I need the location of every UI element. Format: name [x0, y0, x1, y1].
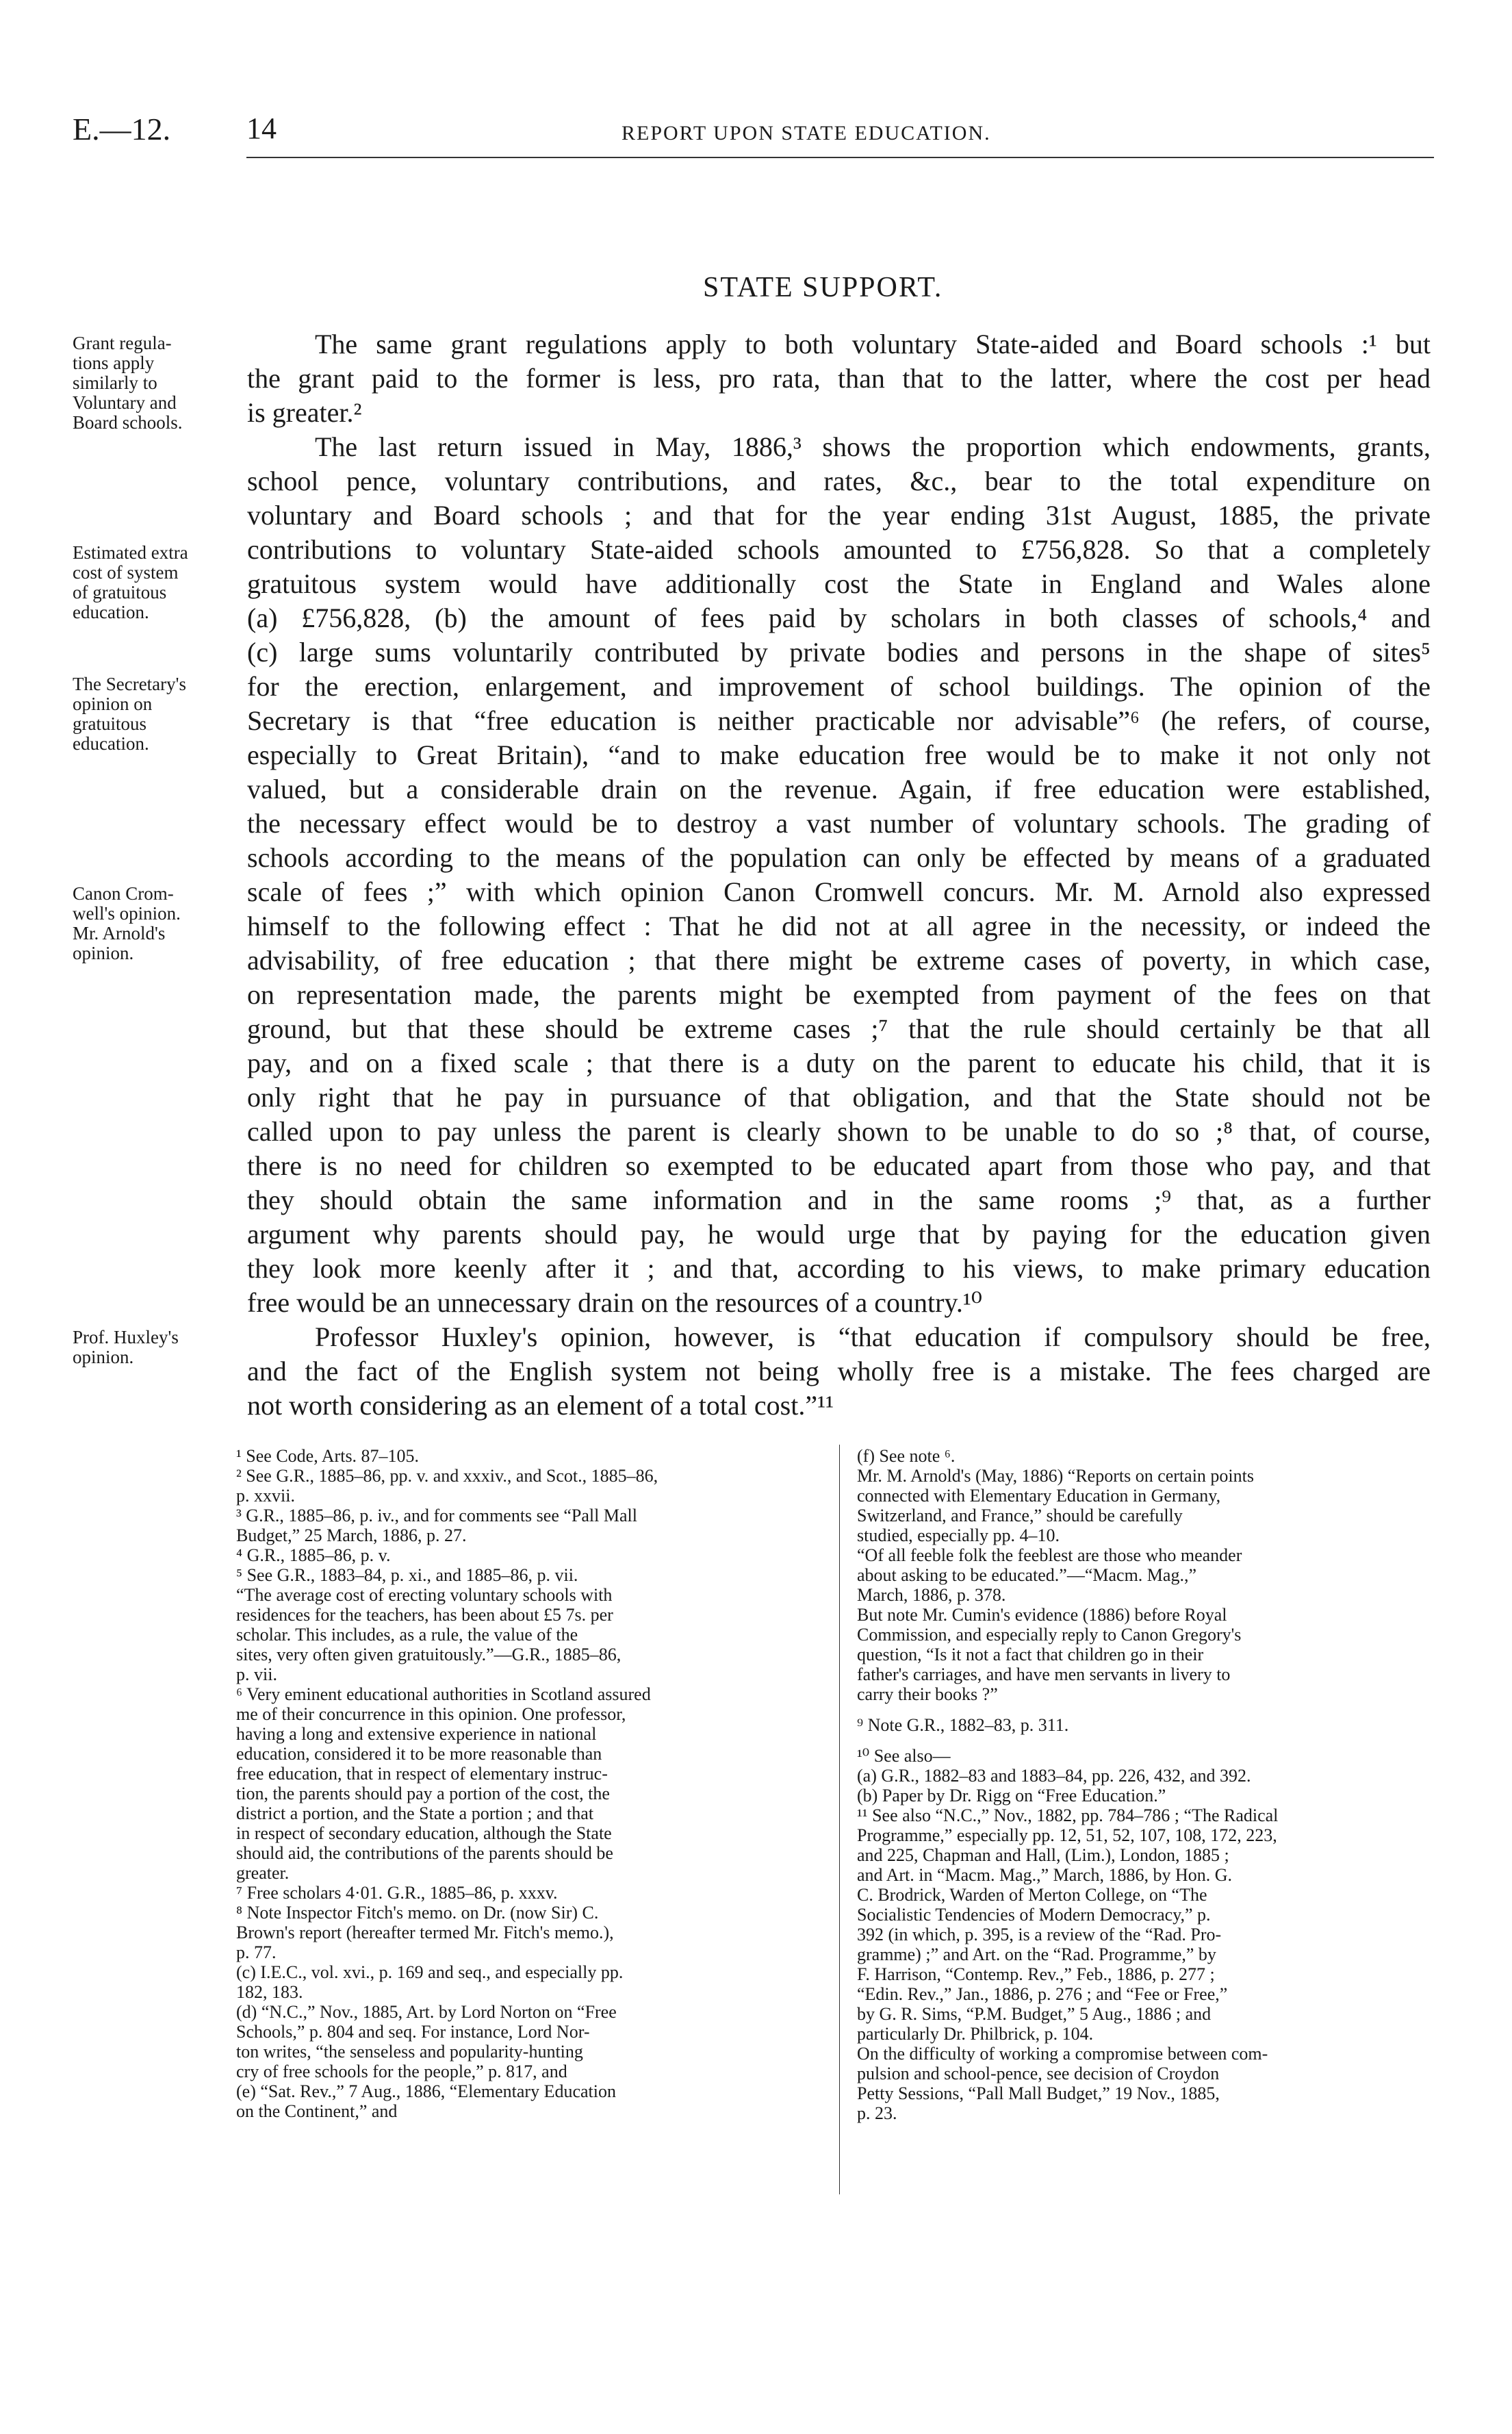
body-line: free would be an unnecessary drain on the resources of a country.¹⁰ — [247, 1287, 982, 1318]
footnote-line: education, considered it to be more reasonable than — [236, 1744, 602, 1764]
body-line: Professor Huxley's opinion, however, is “that education if compulsory should be free, — [315, 1321, 1431, 1352]
footnote-line: cry of free schools for the people,” p. 817, and — [236, 2062, 567, 2081]
footnote-line: particularly Dr. Philbrick, p. 104. — [857, 2024, 1094, 2044]
body-line: (c) large sums voluntarily contributed by private bodies and persons in the shape of sites⁵ — [247, 637, 1431, 668]
margin-note-line: well's opinion. — [73, 903, 181, 924]
footnote-line: having a long and extensive experience in national — [236, 1724, 597, 1744]
page-number: 14 — [246, 112, 277, 145]
margin-note-extra-cost — [73, 543, 240, 622]
footnote-line: “Of all feeble folk the feeblest are those who meander — [857, 1545, 1242, 1565]
margin-note-line: tions apply — [73, 353, 155, 373]
footnote-column-divider — [839, 1445, 840, 2194]
body-line: ground, but that these should be extreme cases ;⁷ that the rule should certainly be that all — [247, 1013, 1431, 1044]
section-title: STATE SUPPORT. — [703, 272, 943, 303]
footnote-line: Commission, and especially reply to Canon Gregory's — [857, 1625, 1242, 1645]
footnote-line: (a) G.R., 1882–83 and 1883–84, pp. 226, 432, and 392. — [857, 1766, 1251, 1786]
footnote-line: about asking to be educated.”—“Macm. Mag.,” — [857, 1565, 1196, 1585]
footnote-line: Socialistic Tendencies of Modern Democracy,” p. — [857, 1905, 1211, 1925]
margin-note-line: Mr. Arnold's — [73, 923, 166, 943]
body-line: the grant paid to the former is less, pro rata, than that to the latter, where the cost per head — [247, 363, 1431, 394]
footnote-line: studied, especially pp. 4–10. — [857, 1525, 1060, 1545]
margin-note-line: Canon Crom- — [73, 883, 174, 904]
footnote-line: gramme) ;” and Art. on the “Rad. Programme,” by — [857, 1944, 1216, 1964]
body-line: they look more keenly after it ; and that, according to his views, to make primary education — [247, 1253, 1431, 1284]
margin-note-line: of gratuitous — [73, 582, 167, 603]
footnote-line: Programme,” especially pp. 12, 51, 52, 107, 108, 172, 223, — [857, 1825, 1277, 1845]
margin-note-line: Estimated extra — [73, 542, 188, 563]
footnote-line: father's carriages, and have men servants in livery to — [857, 1664, 1231, 1684]
footnote-line: on the Continent,” and — [236, 2101, 398, 2121]
footnote-line: (b) Paper by Dr. Rigg on “Free Education.” — [857, 1786, 1166, 1805]
margin-note-line: cost of system — [73, 562, 179, 583]
body-line: The last return issued in May, 1886,³ shows the proportion which endowments, grants, — [315, 431, 1431, 462]
body-line: for the erection, enlargement, and improvement of school buildings. The opinion of the — [247, 671, 1431, 702]
footnote-line: ⁶ Very eminent educational authorities in Scotland assured — [236, 1684, 651, 1704]
body-line: they should obtain the same information and in the same rooms ;⁹ that, as a further — [247, 1184, 1431, 1215]
footnote-line: Switzerland, and France,” should be carefully — [857, 1506, 1183, 1525]
body-line: scale of fees ;” with which opinion Canon Cromwell concurs. Mr. M. Arnold also expressed — [247, 876, 1431, 907]
body-line: valued, but a considerable drain on the revenue. Again, if free education were established, — [247, 774, 1431, 804]
body-line: not worth considering as an element of a total cost.”¹¹ — [247, 1390, 834, 1421]
body-line: on representation made, the parents might be exempted from payment of the fees on that — [247, 979, 1431, 1010]
footnote-line: sites, very often given gratuitously.”—G.R., 1885–86, — [236, 1645, 622, 1664]
document-code: E.—12. — [73, 112, 171, 147]
margin-note-secretary-opinion — [73, 674, 240, 754]
footnote-line: residences for the teachers, has been about £5 7s. per — [236, 1605, 613, 1625]
footnote-line: But note Mr. Cumin's evidence (1886) before Royal — [857, 1605, 1227, 1625]
margin-note-line: Board schools. — [73, 412, 183, 433]
footnote-line: connected with Elementary Education in Germany, — [857, 1486, 1221, 1506]
footnote-line: Schools,” p. 804 and seq. For instance, Lord Nor- — [236, 2022, 590, 2042]
margin-note-line: opinion. — [73, 1347, 134, 1367]
body-line: contributions to voluntary State-aided schools amounted to £756,828. So that a completely — [247, 534, 1431, 565]
footnote-line: Petty Sessions, “Pall Mall Budget,” 19 Nov., 1885, — [857, 2083, 1220, 2103]
margin-note-line: education. — [73, 602, 149, 622]
margin-note-grant-regulations — [73, 333, 240, 433]
margin-note-line: similarly to — [73, 372, 157, 393]
footnote-line: “Edin. Rev.,” Jan., 1886, p. 276 ; and “Fee or Free,” — [857, 1984, 1228, 2004]
footnote-line: ⁸ Note Inspector Fitch's memo. on Dr. (now Sir) C. — [236, 1903, 599, 1923]
footnote-line: Mr. M. Arnold's (May, 1886) “Reports on certain points — [857, 1466, 1254, 1486]
footnote-line: (c) I.E.C., vol. xvi., p. 169 and seq., and especially pp. — [236, 1962, 624, 1982]
footnote-line: in respect of secondary education, although the State — [236, 1823, 612, 1843]
margin-note-line: The Secretary's — [73, 674, 187, 694]
footnote-line: p. vii. — [236, 1664, 277, 1684]
body-line: (a) £756,828, (b) the amount of fees paid by scholars in both classes of schools,⁴ and — [247, 603, 1431, 633]
running-title: REPORT UPON STATE EDUCATION. — [622, 122, 991, 144]
footnote-line: ¹ See Code, Arts. 87–105. — [236, 1446, 420, 1466]
footnote-line: Budget,” 25 March, 1886, p. 27. — [236, 1525, 467, 1545]
body-line: the necessary effect would be to destroy a vast number of voluntary schools. The grading of — [247, 808, 1431, 839]
body-line: argument why parents should pay, he would urge that by paying for the education given — [247, 1219, 1431, 1250]
margin-note-line: education. — [73, 733, 149, 754]
footnote-line: 392 (in which, p. 395, is a review of the “Rad. Pro- — [857, 1925, 1222, 1944]
body-line: advisability, of free education ; that there might be extreme cases of poverty, in which case, — [247, 945, 1431, 976]
footnote-line: by G. R. Sims, “P.M. Budget,” 5 Aug., 1886 ; and — [857, 2004, 1212, 2024]
footnote-line: F. Harrison, “Contemp. Rev.,” Feb., 1886, p. 277 ; — [857, 1964, 1215, 1984]
footnote-line: p. 23. — [857, 2103, 897, 2123]
footnote-line: ⁴ G.R., 1885–86, p. v. — [236, 1545, 391, 1565]
footnote-line: pulsion and school-pence, see decision of Croydon — [857, 2064, 1220, 2083]
footnote-line: should aid, the contributions of the parents should be — [236, 1843, 613, 1863]
body-line: is greater.² — [247, 397, 362, 428]
footnote-line: ² See G.R., 1885–86, pp. v. and xxxiv., and Scot., 1885–86, — [236, 1466, 658, 1486]
footnote-line: 182, 183. — [236, 1982, 303, 2002]
footnote-line: March, 1886, p. 378. — [857, 1585, 1006, 1605]
margin-note-line: gratuitous — [73, 713, 146, 734]
body-line: pay, and on a fixed scale ; that there is a duty on the parent to educate his child, that it is — [247, 1048, 1431, 1078]
body-line: school pence, voluntary contributions, and rates, &c., bear to the total expenditure on — [247, 466, 1431, 496]
body-line: schools according to the means of the population can only be effected by means of a graduated — [247, 842, 1431, 873]
footnote-line: me of their concurrence in this opinion. One professor, — [236, 1704, 626, 1724]
footnote-line: and 225, Chapman and Hall, (Lim.), London, 1885 ; — [857, 1845, 1229, 1865]
body-line: called upon to pay unless the parent is clearly shown to be unable to do so ;⁸ that, of course, — [247, 1116, 1431, 1147]
margin-note-huxley-opinion — [73, 1328, 240, 1367]
footnote-line: ³ G.R., 1885–86, p. iv., and for comments see “Pall Mall — [236, 1506, 637, 1525]
footnote-line: “The average cost of erecting voluntary schools with — [236, 1585, 613, 1605]
footnote-line: district a portion, and the State a portion ; and that — [236, 1803, 594, 1823]
footnote-line: p. xxvii. — [236, 1486, 295, 1506]
footnote-line: ton writes, “the senseless and popularity-hunting — [236, 2042, 583, 2062]
body-line: voluntary and Board schools ; and that for the year ending 31st August, 1885, the private — [247, 500, 1431, 531]
footnote-line: greater. — [236, 1863, 290, 1883]
margin-note-cromwell-arnold — [73, 884, 240, 963]
footnote-line: ⁷ Free scholars 4·01. G.R., 1885–86, p. xxxv. — [236, 1883, 558, 1903]
footnote-line: ¹⁰ See also— — [857, 1746, 951, 1766]
footnote-line: tion, the parents should pay a portion of the cost, the — [236, 1784, 610, 1803]
footnote-line: On the difficulty of working a compromise between com- — [857, 2044, 1268, 2064]
margin-note-line: Prof. Huxley's — [73, 1327, 179, 1347]
body-line: there is no need for children so exempted to be educated apart from those who pay, and that — [247, 1150, 1431, 1181]
margin-note-line: opinion on — [73, 694, 153, 714]
margin-note-line: opinion. — [73, 943, 134, 963]
header-rule — [246, 157, 1434, 158]
margin-note-line: Voluntary and — [73, 392, 177, 413]
footnote-line: ⁹ Note G.R., 1882–83, p. 311. — [857, 1715, 1069, 1735]
footnote-line: carry their books ?” — [857, 1684, 998, 1704]
footnote-line: scholar. This includes, as a rule, the value of the — [236, 1625, 578, 1645]
footnote-line: (e) “Sat. Rev.,” 7 Aug., 1886, “Elementary Education — [236, 2081, 616, 2101]
body-line: and the fact of the English system not being wholly free is a mistake. The fees charged are — [247, 1356, 1431, 1386]
footnote-line: (f) See note ⁶. — [857, 1446, 956, 1466]
body-line: The same grant regulations apply to both voluntary State-aided and Board schools :¹ but — [315, 329, 1431, 359]
footnote-line: question, “Is it not a fact that children go in their — [857, 1645, 1204, 1664]
footnote-line: ⁵ See G.R., 1883–84, p. xi., and 1885–86, p. vii. — [236, 1565, 578, 1585]
body-line: himself to the following effect : That he did not at all agree in the necessity, or indeed the — [247, 911, 1431, 941]
footnote-line: ¹¹ See also “N.C.,” Nov., 1882, pp. 784–786 ; “The Radical — [857, 1805, 1279, 1825]
footnote-line: and Art. in “Macm. Mag.,” March, 1886, by Hon. G. — [857, 1865, 1233, 1885]
body-line: Secretary is that “free education is neither practicable nor advisable”⁶ (he refers, of course, — [247, 705, 1431, 736]
margin-note-line: Grant regula- — [73, 333, 172, 353]
footnote-line: p. 77. — [236, 1942, 277, 1962]
footnote-line: (d) “N.C.,” Nov., 1885, Art. by Lord Norton on “Free — [236, 2002, 617, 2022]
body-line: only right that he pay in pursuance of that obligation, and that the State should not be — [247, 1082, 1431, 1113]
footnote-line: Brown's report (hereafter termed Mr. Fitch's memo.), — [236, 1923, 614, 1942]
footnote-line: free education, that in respect of elementary instruc- — [236, 1764, 608, 1784]
body-line: gratuitous system would have additionally cost the State in England and Wales alone — [247, 568, 1431, 599]
body-line: especially to Great Britain), “and to make education free would be to make it not only not — [247, 739, 1431, 770]
footnote-line: C. Brodrick, Warden of Merton College, on “The — [857, 1885, 1207, 1905]
